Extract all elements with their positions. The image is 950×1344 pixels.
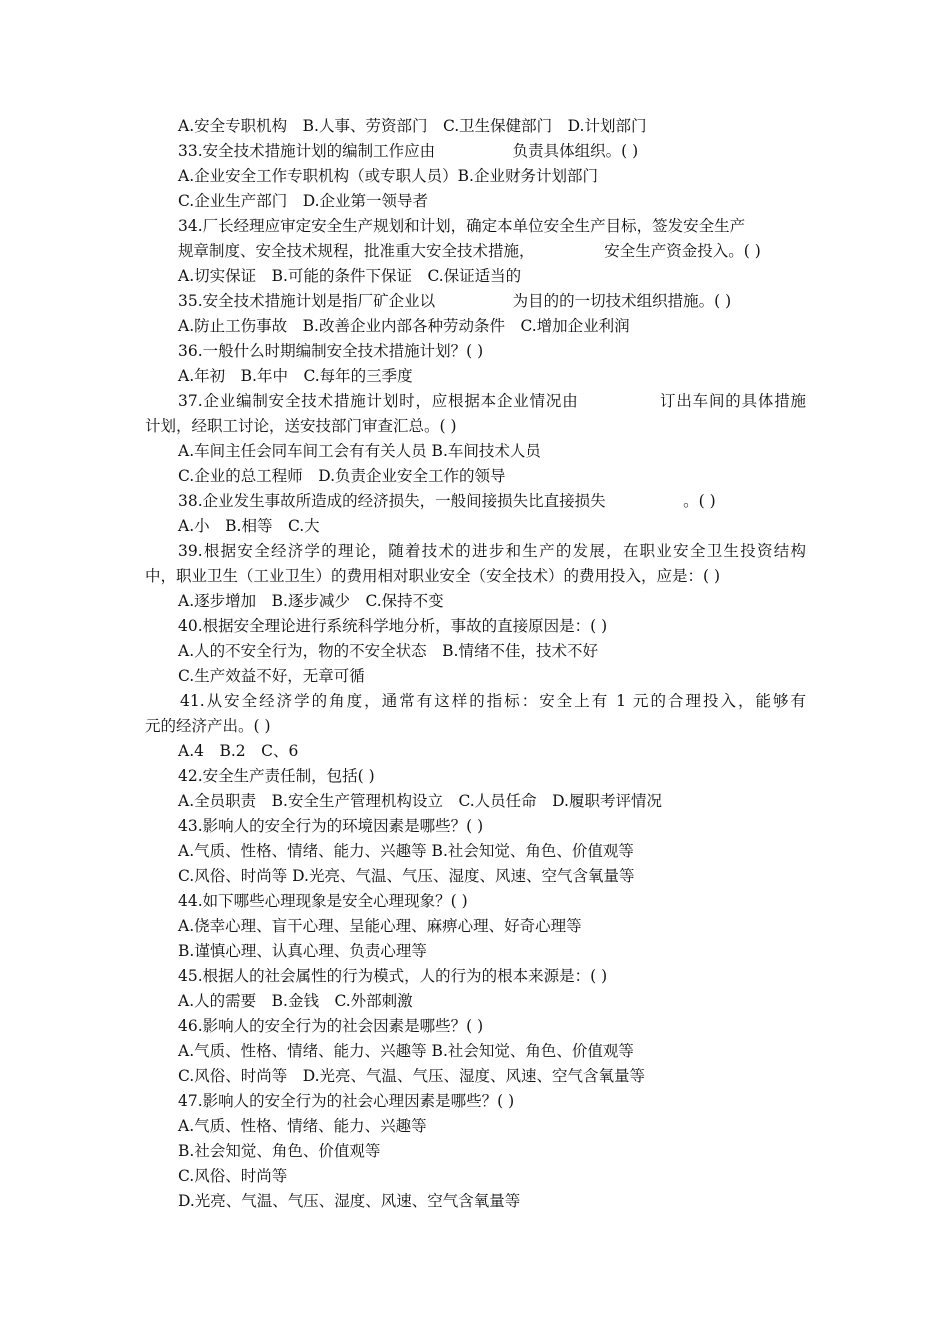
text-line: C.风俗、时尚等 [178, 1167, 288, 1185]
text-line: C.风俗、时尚等 D.光亮、气温、气压、湿度、风速、空气含氧量等 [178, 1067, 646, 1085]
text-line: A.小 B.相等 C.大 [178, 517, 320, 535]
text-line: 39.根据安全经济学的理论，随着技术的进步和生产的发展，在职业安全卫生投资结构 [178, 542, 806, 560]
text-line: 46.影响人的安全行为的社会因素是哪些？( ) [178, 1017, 484, 1035]
text-line: 元的经济产出。( ) [145, 717, 271, 735]
text-line: 43.影响人的安全行为的环境因素是哪些？( ) [178, 817, 484, 835]
text-line: B.谨慎心理、认真心理、负责心理等 [178, 942, 427, 960]
text-line: C.企业的总工程师 D.负责企业安全工作的领导 [178, 467, 506, 485]
text-line: B.社会知觉、角色、价值观等 [178, 1142, 381, 1160]
text-line: 36.一般什么时期编制安全技术措施计划？( ) [178, 342, 484, 360]
text-line: A.全员职责 B.安全生产管理机构设立 C.人员任命 D.履职考评情况 [178, 792, 662, 810]
text-line: 35.安全技术措施计划是指厂矿企业以 为目的的一切技术组织措施。( ) [178, 292, 732, 310]
text-line: A.车间主任会同车间工会有有关人员 B.车间技术人员 [178, 442, 541, 460]
text-line: 38.企业发生事故所造成的经济损失，一般间接损失比直接损失 。( ) [178, 492, 716, 510]
text-line: 44.如下哪些心理现象是安全心理现象？( ) [178, 892, 468, 910]
text-line: C.生产效益不好，无章可循 [178, 667, 365, 685]
text-line: A.气质、性格、情绪、能力、兴趣等 [178, 1117, 427, 1135]
text-line: 规章制度、安全技术规程，批准重大安全技术措施， 安全生产资金投入。( ) [178, 242, 761, 260]
text-line: A.年初 B.年中 C.每年的三季度 [178, 367, 413, 385]
text-line: A.侥幸心理、盲干心理、呈能心理、麻痹心理、好奇心理等 [178, 917, 582, 935]
text-line: D.光亮、气温、气压、湿度、风速、空气含氧量等 [178, 1192, 521, 1210]
text-line: A.4 B.2 C、6 [178, 742, 299, 760]
text-line: 40.根据安全理论进行系统科学地分析，事故的直接原因是：( ) [178, 617, 608, 635]
text-line: 34.厂长经理应审定安全生产规划和计划，确定本单位安全生产目标，签发安全生产 [178, 217, 746, 235]
text-line: 37.企业编制安全技术措施计划时，应根据本企业情况由 订出车间的具体措施 [178, 392, 806, 410]
text-line: A.切实保证 B.可能的条件下保证 C.保证适当的 [178, 267, 522, 285]
text-line: 33.安全技术措施计划的编制工作应由 负责具体组织。( ) [178, 142, 639, 160]
text-line: A.气质、性格、情绪、能力、兴趣等 B.社会知觉、角色、价值观等 [178, 1042, 634, 1060]
text-line: A.人的需要 B.金钱 C.外部刺激 [178, 992, 413, 1010]
text-line: A.安全专职机构 B.人事、劳资部门 C.卫生保健部门 D.计划部门 [178, 117, 647, 135]
question-list [0, 114, 950, 1214]
text-line: 中，职业卫生（工业卫生）的费用相对职业安全（安全技术）的费用投入，应是：( ) [145, 567, 721, 585]
text-line: A.逐步增加 B.逐步减少 C.保持不变 [178, 592, 444, 610]
text-line: 42.安全生产责任制，包括( ) [178, 767, 375, 785]
text-line: C.风俗、时尚等 D.光亮、气温、气压、湿度、风速、空气含氧量等 [178, 867, 635, 885]
text-line: 41.从安全经济学的角度，通常有这样的指标：安全上有 1 元的合理投入，能够有 [180, 692, 806, 710]
text-line: A.气质、性格、情绪、能力、兴趣等 B.社会知觉、角色、价值观等 [178, 842, 634, 860]
text-line: 47.影响人的安全行为的社会心理因素是哪些？( ) [178, 1092, 515, 1110]
text-line: 45.根据人的社会属性的行为模式，人的行为的根本来源是：( ) [178, 967, 608, 985]
text-line: 计划，经职工讨论，送安技部门审查汇总。( ) [145, 417, 457, 435]
text-line: C.企业生产部门 D.企业第一领导者 [178, 192, 429, 210]
text-line: A.人的不安全行为，物的不安全状态 B.情绪不佳，技术不好 [178, 642, 598, 660]
text-line: A.防止工伤事故 B.改善企业内部各种劳动条件 C.增加企业利润 [178, 317, 630, 335]
text-line: A.企业安全工作专职机构（或专职人员）B.企业财务计划部门 [178, 167, 598, 185]
